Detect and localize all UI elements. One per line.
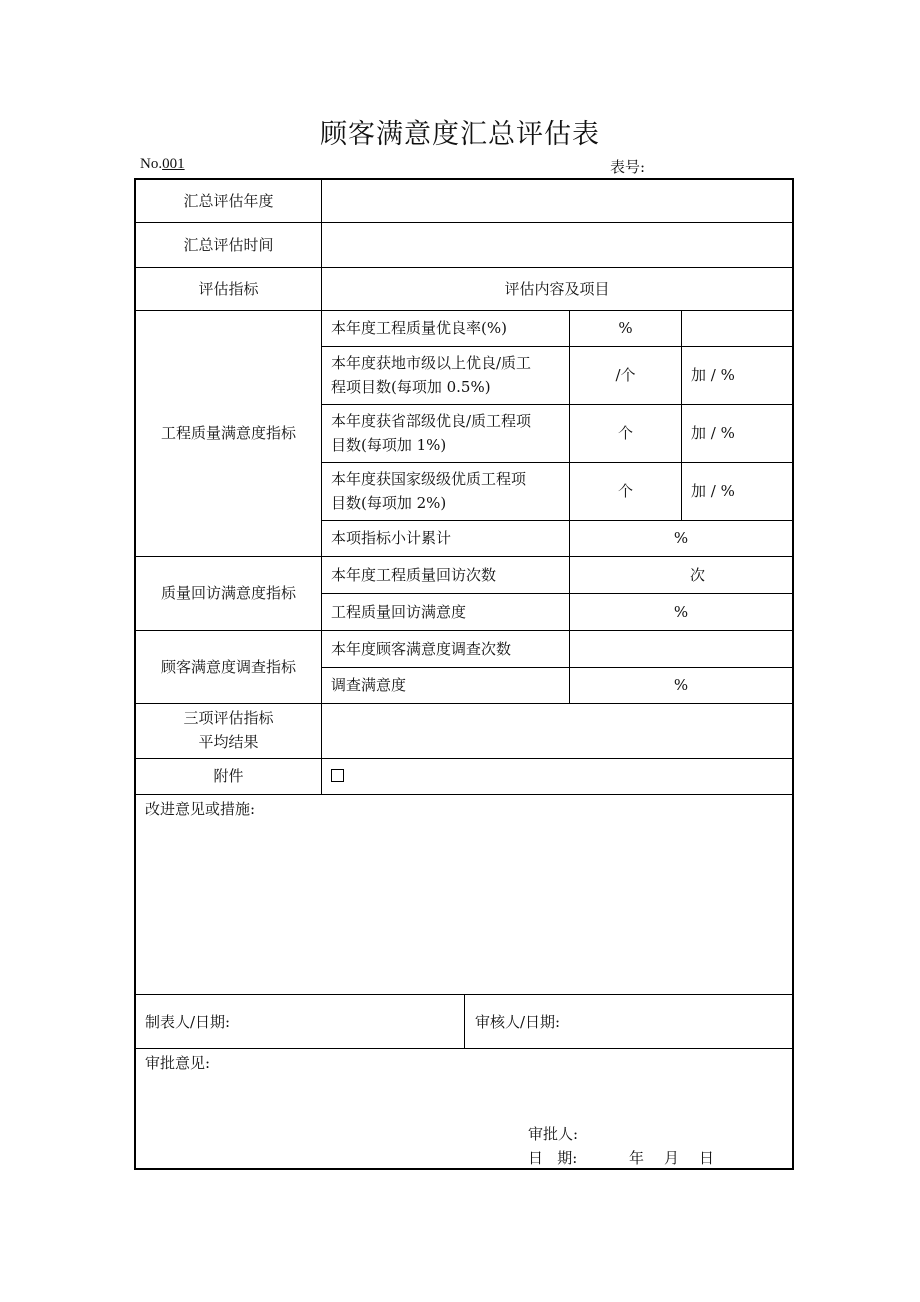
approval-day-label: 日	[699, 1149, 715, 1167]
average-label-line1: 三项评估指标	[183, 709, 274, 727]
serial-number	[140, 156, 185, 173]
checkbox-icon	[331, 769, 344, 782]
improvement-label: 改进意见或措施:	[145, 800, 256, 818]
attachment-label: 附件	[213, 767, 244, 785]
category-revisit: 质量回访满意度指标	[160, 584, 296, 602]
quality-item-2-extra: 加 / %	[691, 366, 735, 384]
quality-item-4-text-line1: 本年度获国家级级优质工程项	[331, 470, 527, 488]
quality-item-4-extra: 加 / %	[691, 482, 735, 500]
survey-item-2-label: 调查满意度	[331, 676, 407, 694]
revisit-item-2-label: 工程质量回访满意度	[331, 603, 467, 621]
quality-item-2-value: /个	[615, 366, 636, 384]
quality-item-1-value: %	[618, 319, 633, 337]
serial-number-label: No.	[140, 156, 163, 172]
quality-item-2-text-line2: 程项目数(每项加 0.5%)	[331, 378, 491, 396]
form-number-label: 表号:	[610, 158, 646, 176]
approver-label: 审批人:	[528, 1125, 579, 1143]
revisit-item-1-value: 次	[689, 566, 705, 584]
quality-subtotal-value: %	[673, 529, 689, 547]
approval-opinion-label: 审批意见:	[145, 1054, 211, 1072]
attachment-checkbox[interactable]	[331, 765, 344, 787]
category-survey: 顾客满意度调查指标	[160, 658, 296, 676]
page-title: 顾客满意度汇总评估表	[320, 119, 600, 150]
category-quality: 工程质量满意度指标	[160, 424, 296, 442]
serial-number-value: 001	[162, 156, 185, 172]
revisit-item-2-value: %	[673, 603, 689, 621]
quality-item-2-text-line1: 本年度获地市级以上优良/质工	[331, 354, 532, 372]
approval-month-label: 月	[664, 1149, 680, 1167]
average-label-line2: 平均结果	[198, 733, 259, 751]
quality-item-3-value: 个	[617, 424, 633, 442]
quality-item-3-text-line2: 目数(每项加 1%)	[331, 436, 447, 454]
quality-item-4-value: 个	[617, 482, 633, 500]
quality-item-3-extra: 加 / %	[691, 424, 735, 442]
quality-item-1-text: 本年度工程质量优良率(%)	[331, 319, 507, 337]
label-evaluation-year: 汇总评估年度	[183, 192, 274, 210]
maker-date-label: 制表人/日期:	[145, 1013, 231, 1031]
reviewer-date-label: 审核人/日期:	[475, 1013, 561, 1031]
survey-item-2-value: %	[673, 676, 689, 694]
quality-subtotal-label: 本项指标小计累计	[331, 529, 452, 547]
label-evaluation-indicator: 评估指标	[198, 280, 259, 298]
evaluation-table	[134, 178, 794, 1170]
approval-year-label: 年	[629, 1149, 645, 1167]
label-evaluation-time: 汇总评估时间	[183, 236, 274, 254]
approval-date-label: 日 期:	[528, 1149, 578, 1167]
quality-item-3-text-line1: 本年度获省部级优良/质工程项	[331, 412, 532, 430]
survey-item-1-label: 本年度顾客满意度调查次数	[331, 640, 512, 658]
revisit-item-1-label: 本年度工程质量回访次数	[331, 566, 497, 584]
label-evaluation-content: 评估内容及项目	[504, 280, 610, 298]
quality-item-4-text-line2: 目数(每项加 2%)	[331, 494, 447, 512]
